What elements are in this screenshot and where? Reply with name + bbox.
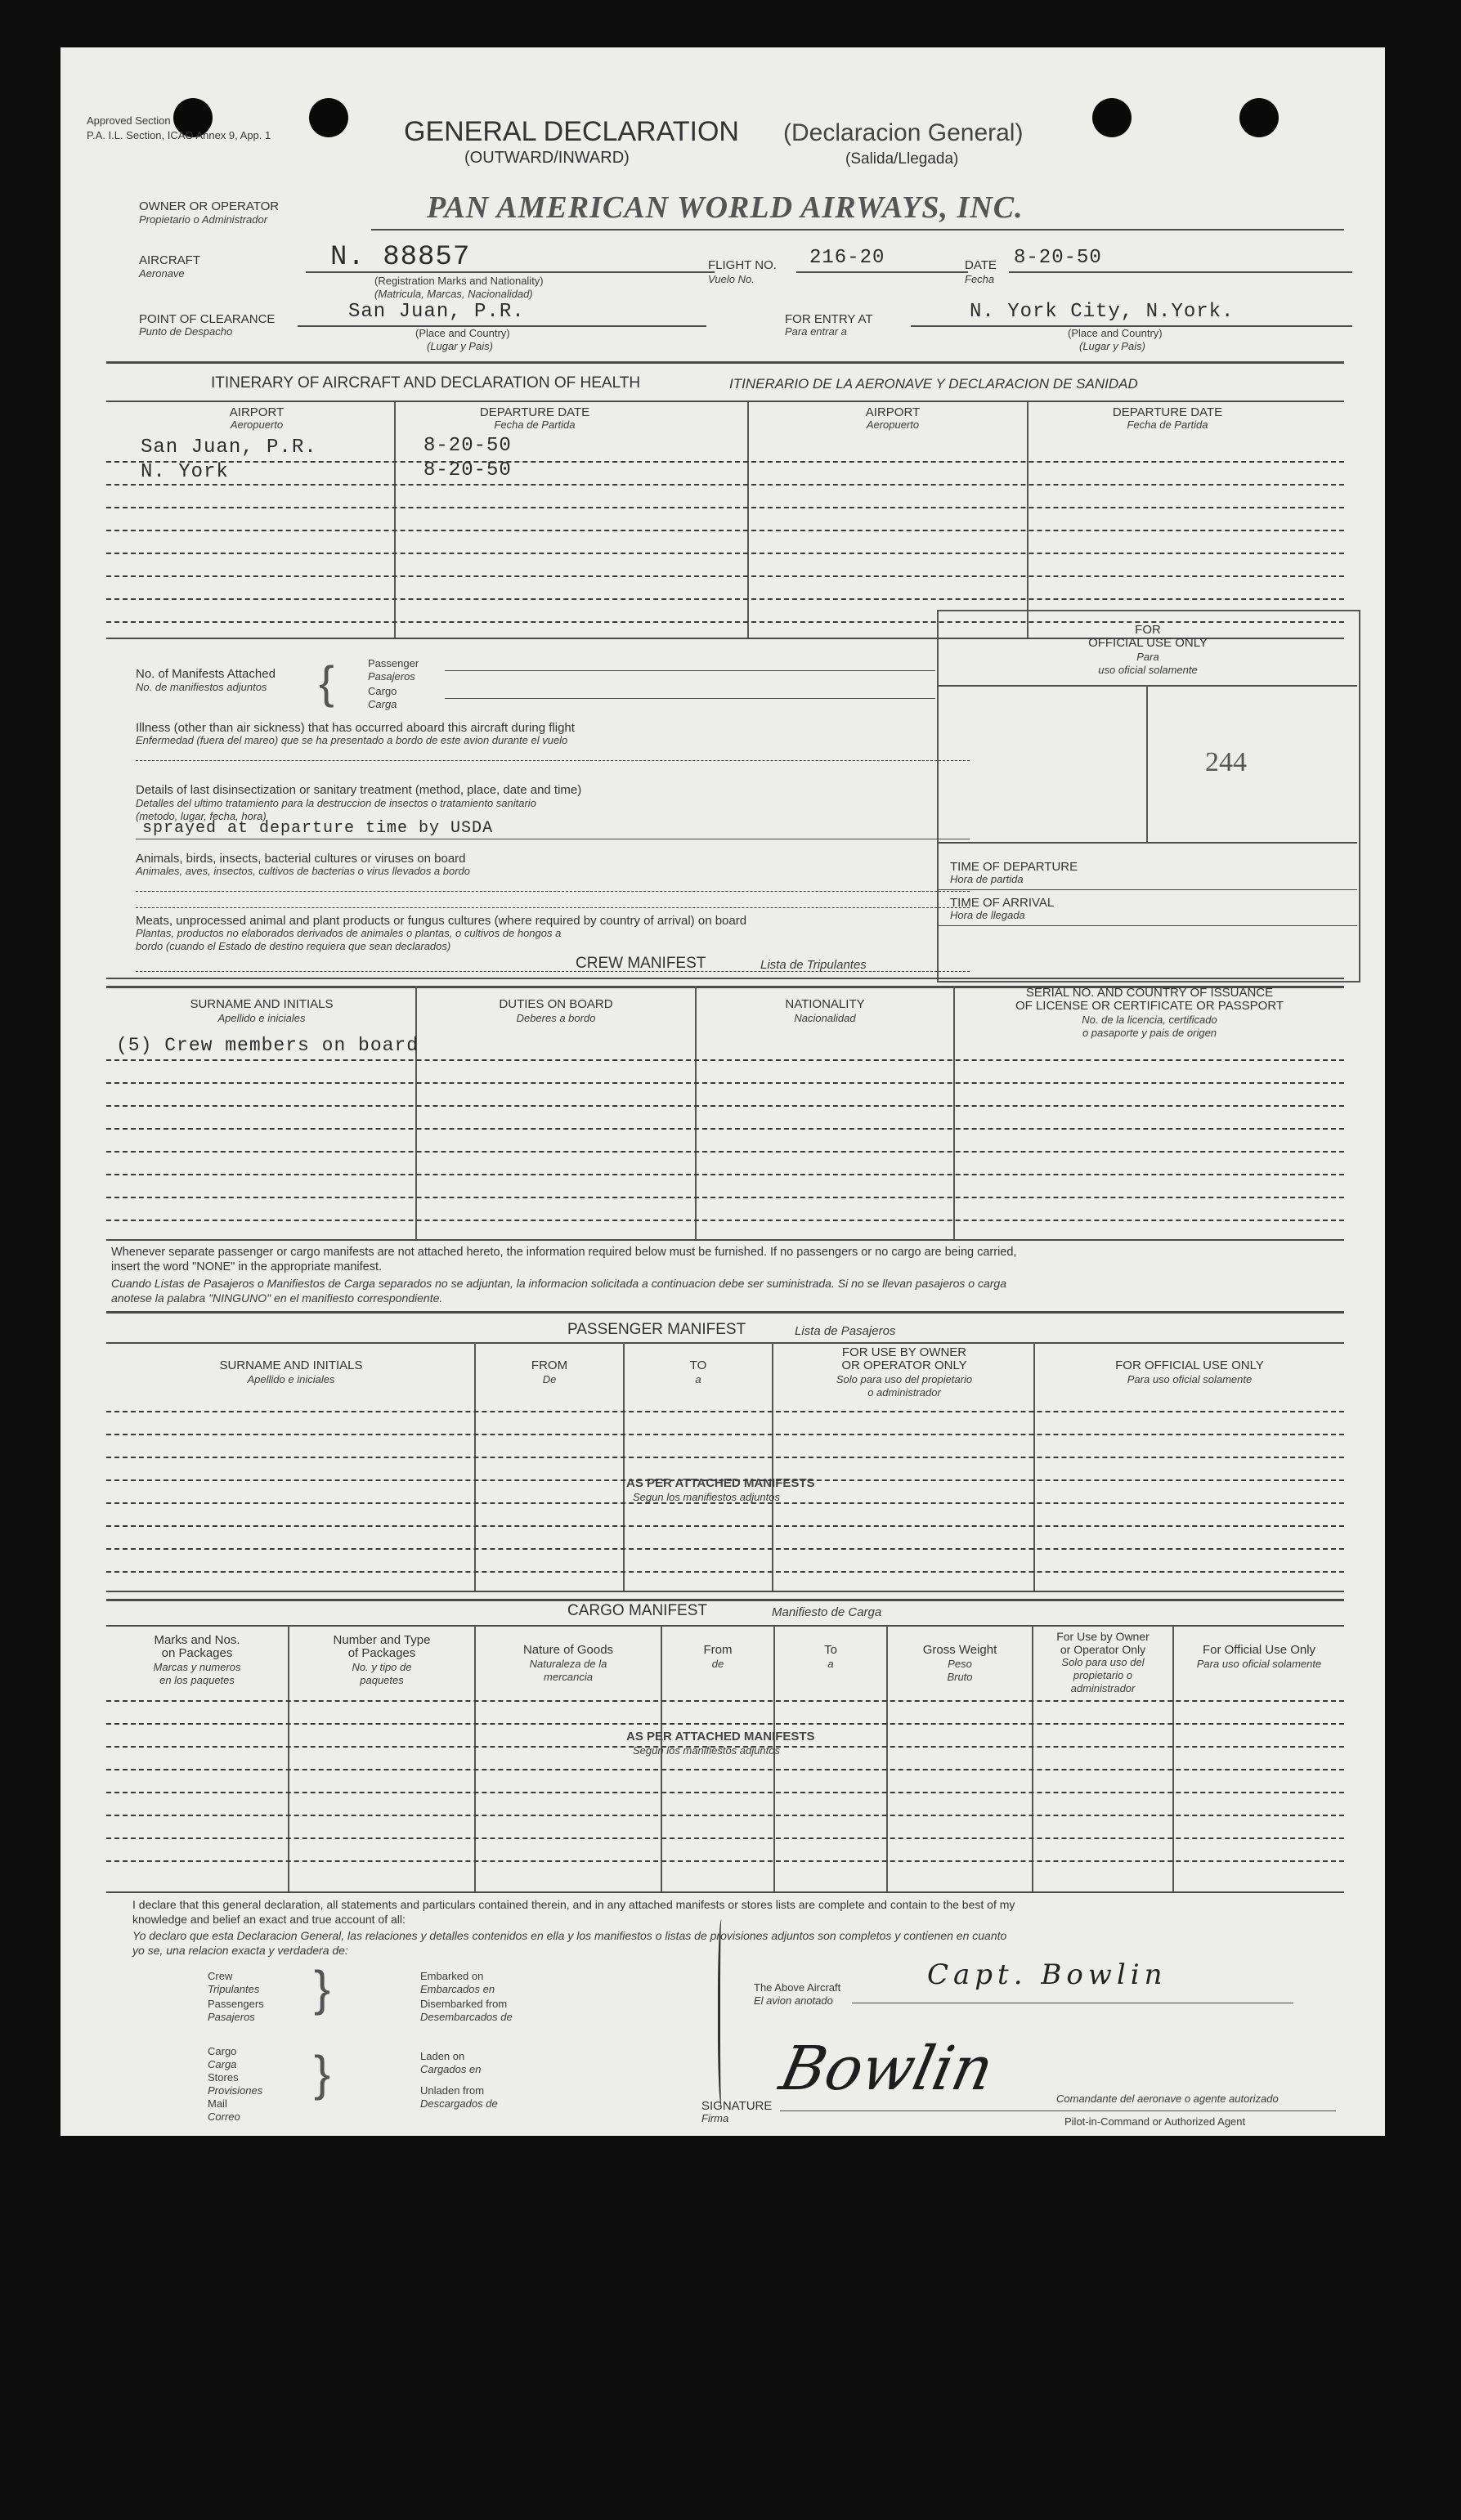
crew-divider bbox=[695, 986, 697, 1239]
decl-brace-2: } bbox=[314, 2046, 331, 2101]
cargo-col-number: Number and Type bbox=[333, 1633, 431, 1647]
passenger-stamp: AS PER ATTACHED MANIFESTS bbox=[626, 1476, 815, 1490]
crew-row-rule bbox=[106, 1128, 1344, 1130]
decl-mail-es: Correo bbox=[208, 2110, 240, 2123]
crew-col-nationality: NATIONALITY bbox=[785, 997, 865, 1011]
itinerary-row-rule bbox=[106, 553, 1344, 554]
cargo-row-rule bbox=[106, 1815, 1344, 1816]
owner-label-es: Propietario o Administrador bbox=[139, 213, 268, 226]
decl-brace-1: } bbox=[314, 1961, 331, 2016]
manifests-label-es: No. de manifiestos adjuntos bbox=[136, 681, 267, 693]
passengers-line bbox=[445, 670, 935, 671]
departure-time-label: TIME OF DEPARTURE bbox=[950, 860, 1078, 874]
passenger-title: PASSENGER MANIFEST bbox=[567, 1321, 746, 1338]
cargo-stamp-es: Segun los manifiestos adjuntos bbox=[633, 1744, 780, 1757]
animals-line bbox=[136, 891, 970, 892]
declaration-line-2: knowledge and belief an exact and true account of all: bbox=[132, 1913, 406, 1926]
cargo-row-rule bbox=[106, 1837, 1344, 1839]
crew-title: CREW MANIFEST bbox=[576, 955, 706, 972]
passenger-stamp-es: Segun los manifiestos adjuntos bbox=[633, 1491, 780, 1503]
cargo-col-number-es-2: paquetes bbox=[360, 1674, 404, 1686]
crew-row-rule bbox=[106, 1220, 1344, 1221]
flight-underline bbox=[796, 271, 968, 273]
official-box-title-2: OFFICIAL USE ONLY bbox=[1088, 636, 1208, 650]
decl-unladen: Unladen from bbox=[420, 2084, 485, 2097]
crew-col-serial-es: No. de la licencia, certificado bbox=[1082, 1014, 1217, 1026]
cargo-header-rule bbox=[106, 1625, 1344, 1627]
entry-label: FOR ENTRY AT bbox=[785, 312, 873, 326]
illness-label: Illness (other than air sickness) that has occurred aboard this aircraft during flight bbox=[136, 721, 575, 735]
itinerary-row-rule bbox=[106, 598, 1344, 600]
itinerary-col-airport-2-es: Aeropuerto bbox=[866, 419, 920, 431]
decl-stores: Stores bbox=[208, 2071, 239, 2084]
passenger-row-rule bbox=[106, 1434, 1344, 1435]
place-note-2-es: (Lugar y Pais) bbox=[1079, 340, 1145, 352]
official-box-rule bbox=[939, 842, 1357, 844]
passenger-col-official-es: Para uso oficial solamente bbox=[1127, 1373, 1253, 1385]
cargo-col-from: From bbox=[703, 1643, 733, 1657]
passengers-label-es: Pasajeros bbox=[368, 670, 415, 683]
passenger-row-rule bbox=[106, 1571, 1344, 1573]
owner-label: OWNER OR OPERATOR bbox=[139, 199, 280, 213]
passenger-divider bbox=[772, 1342, 773, 1592]
disinsect-label-es: Detalles del ultimo tratamiento para la destruccion de insectos o tratamiento sanitario bbox=[136, 797, 536, 809]
decl-disembarked-es: Desembarcados de bbox=[420, 2011, 513, 2023]
cargo-col-from-es: de bbox=[711, 1658, 724, 1670]
cargo-col-nature-es: Naturaleza de la bbox=[529, 1658, 607, 1670]
official-stamp-number: 244 bbox=[1205, 747, 1247, 777]
cargo-col-weight-es-2: Bruto bbox=[947, 1671, 973, 1683]
punch-hole bbox=[1239, 98, 1279, 137]
passenger-bottom-rule bbox=[106, 1591, 1344, 1592]
signature-bracket bbox=[718, 1919, 727, 2107]
passenger-divider bbox=[474, 1342, 476, 1592]
form-subtitle: (OUTWARD/INWARD) bbox=[464, 149, 630, 167]
cargo-col-nature: Nature of Goods bbox=[522, 1643, 614, 1657]
animals-line-2 bbox=[136, 907, 970, 908]
decl-loaded-es: Cargados en bbox=[420, 2063, 482, 2075]
decl-passengers: Passengers bbox=[208, 1998, 264, 2010]
flight-value: 216-20 bbox=[809, 247, 885, 269]
owner-value: PAN AMERICAN WORLD AIRWAYS, INC. bbox=[427, 190, 1024, 225]
notice-line-2: insert the word "NONE" in the appropriate manifest. bbox=[111, 1260, 383, 1273]
crew-col-serial-2: OF LICENSE OR CERTIFICATE OR PASSPORT bbox=[1015, 999, 1284, 1013]
cargo-line bbox=[445, 698, 935, 699]
above-aircraft-label: The Above Aircraft bbox=[754, 1981, 841, 1994]
decl-passengers-es: Pasajeros bbox=[208, 2011, 255, 2023]
declaration-line-4: yo se, una relacion exacta y verdadera de: bbox=[132, 1944, 348, 1957]
place-note-es: (Lugar y Pais) bbox=[427, 340, 493, 352]
illness-line bbox=[136, 760, 970, 761]
arrival-time-line bbox=[939, 925, 1357, 926]
crew-divider bbox=[415, 986, 417, 1239]
above-aircraft-value: Capt. Bowlin bbox=[927, 1958, 1167, 1991]
aircraft-label-es: Aeronave bbox=[139, 267, 185, 280]
cargo-col-marks-2: on Packages bbox=[161, 1646, 233, 1660]
cargo-label-es: Carga bbox=[368, 698, 397, 710]
decl-disembarked: Disembarked from bbox=[420, 1998, 508, 2010]
form-paper bbox=[61, 47, 1385, 2136]
crew-col-duties-es: Deberes a bordo bbox=[516, 1012, 596, 1024]
declaration-line-3: Yo declaro que esta Declaracion General, las relaciones y detalles contenidos en ella y los manifiestos o listas de provisiones adjuntos son completos y contienen en cuanto bbox=[132, 1929, 1007, 1942]
clearance-label-es: Punto de Despacho bbox=[139, 325, 233, 338]
passengers-label: Passenger bbox=[368, 657, 419, 669]
disinsect-label: Details of last disinsectization or sanitary treatment (method, place, date and time) bbox=[136, 783, 582, 797]
cargo-divider bbox=[886, 1625, 888, 1891]
itinerary-row-date: 8-20-50 bbox=[424, 435, 512, 457]
crew-row-rule bbox=[106, 1059, 1344, 1061]
disinsect-value: sprayed at departure time by USDA bbox=[142, 819, 494, 838]
date-label-es: Fecha bbox=[965, 273, 995, 285]
notice-line-3: Cuando Listas de Pasajeros o Manifiestos de Carga separados no se adjuntan, la informacion solicitada a continuacion debe ser suministrada. Si no se llevan pasajeros o carga bbox=[111, 1277, 1006, 1290]
itinerary-header-rule bbox=[106, 401, 1344, 402]
crew-row-rule bbox=[106, 1082, 1344, 1084]
itinerary-col-date: DEPARTURE DATE bbox=[479, 405, 590, 419]
registration-note-es: (Matricula, Marcas, Nacionalidad) bbox=[374, 288, 533, 300]
passenger-col-from: FROM bbox=[531, 1358, 568, 1372]
cargo-col-number-es: No. y tipo de bbox=[352, 1661, 412, 1673]
decl-embarked: Embarked on bbox=[420, 1970, 484, 1982]
meats-label-es-2: bordo (cuando el Estado de destino requiera que sean declarados) bbox=[136, 940, 451, 952]
itinerary-col-date-2: DEPARTURE DATE bbox=[1112, 405, 1223, 419]
signature-label-es: Firma bbox=[701, 2112, 729, 2124]
passenger-col-owner: FOR USE BY OWNER bbox=[841, 1345, 967, 1359]
cargo-col-weight-es: Peso bbox=[948, 1658, 972, 1670]
official-box-title-es-2: uso oficial solamente bbox=[1098, 664, 1198, 676]
crew-bottom-rule bbox=[106, 1239, 1344, 1241]
signature-label: SIGNATURE bbox=[701, 2099, 773, 2113]
decl-loaded: Laden on bbox=[420, 2050, 465, 2062]
passenger-top-rule bbox=[106, 1311, 1344, 1314]
crew-row-rule bbox=[106, 1105, 1344, 1107]
passenger-col-owner-es: Solo para uso del propietario bbox=[836, 1373, 973, 1385]
passenger-col-name: SURNAME AND INITIALS bbox=[219, 1358, 363, 1372]
cargo-col-owner-es-2: propietario o bbox=[1073, 1669, 1133, 1681]
manifests-label: No. of Manifests Attached bbox=[136, 667, 276, 681]
official-box-title: FOR bbox=[1135, 623, 1161, 637]
cargo-top-rule bbox=[106, 1599, 1344, 1601]
decl-unladen-es: Descargados de bbox=[420, 2097, 498, 2110]
departure-time-label-es: Hora de partida bbox=[950, 873, 1024, 885]
punch-hole bbox=[309, 98, 348, 137]
cargo-title-es: Manifiesto de Carga bbox=[772, 1605, 882, 1619]
form-title-es: (Declaracion General) bbox=[783, 119, 1024, 146]
itinerary-row-rule bbox=[106, 461, 1344, 463]
itinerary-row-rule bbox=[106, 530, 1344, 531]
decl-stores-es: Provisiones bbox=[208, 2084, 263, 2097]
place-note: (Place and Country) bbox=[415, 327, 510, 339]
passenger-col-to-es: a bbox=[695, 1373, 701, 1385]
cargo-col-official: For Official Use Only bbox=[1202, 1643, 1316, 1657]
itinerary-row-airport: San Juan, P.R. bbox=[141, 436, 317, 459]
entry-label-es: Para entrar a bbox=[785, 325, 847, 338]
decl-embarked-es: Embarcados en bbox=[420, 1983, 495, 1995]
passenger-divider bbox=[623, 1342, 625, 1592]
cargo-col-marks: Marks and Nos. bbox=[154, 1633, 240, 1647]
cargo-label: Cargo bbox=[368, 685, 397, 697]
cargo-row-rule bbox=[106, 1860, 1344, 1862]
meats-label: Meats, unprocessed animal and plant products or fungus cultures (where required by country of arrival) on board bbox=[136, 914, 747, 928]
cargo-col-to: To bbox=[824, 1643, 837, 1657]
arrival-time-label: TIME OF ARRIVAL bbox=[950, 896, 1055, 910]
declaration-line-1: I declare that this general declaration, all statements and particulars contained therein, and in any attached manifests or stores lists are complete and contain to the best of my bbox=[132, 1898, 1015, 1911]
aircraft-value: N. 88857 bbox=[330, 242, 471, 273]
crew-title-es: Lista de Tripulantes bbox=[760, 958, 867, 972]
cargo-stamp: AS PER ATTACHED MANIFESTS bbox=[626, 1730, 815, 1743]
passenger-row-rule bbox=[106, 1457, 1344, 1458]
cargo-divider bbox=[773, 1625, 775, 1891]
cargo-divider bbox=[1032, 1625, 1033, 1891]
itinerary-row-date: 8-20-50 bbox=[424, 459, 512, 481]
itinerary-col-airport-2: AIRPORT bbox=[865, 405, 921, 419]
passenger-col-to: TO bbox=[689, 1358, 707, 1372]
passenger-col-owner-2: OR OPERATOR ONLY bbox=[841, 1358, 967, 1372]
itinerary-divider bbox=[394, 402, 396, 638]
itinerary-title: ITINERARY OF AIRCRAFT AND DECLARATION OF HEALTH bbox=[211, 374, 641, 392]
passenger-col-name-es: Apellido e iniciales bbox=[247, 1373, 335, 1385]
official-box-title-es: Para bbox=[1136, 651, 1159, 663]
passenger-divider bbox=[1033, 1342, 1035, 1592]
cargo-row-rule bbox=[106, 1769, 1344, 1770]
crew-row-rule bbox=[106, 1174, 1344, 1175]
date-label: DATE bbox=[965, 258, 997, 272]
flight-label-es: Vuelo No. bbox=[708, 273, 755, 285]
crew-row-rule bbox=[106, 1151, 1344, 1153]
punch-hole bbox=[1092, 98, 1132, 137]
crew-row-rule bbox=[106, 1197, 1344, 1198]
aircraft-underline bbox=[306, 271, 715, 273]
clearance-value: San Juan, P.R. bbox=[348, 301, 525, 323]
animals-label: Animals, birds, insects, bacterial cultures or viruses on board bbox=[136, 852, 466, 866]
cargo-col-weight: Gross Weight bbox=[922, 1643, 997, 1657]
approval-note: Approved Section bbox=[87, 114, 171, 127]
cargo-title: CARGO MANIFEST bbox=[567, 1602, 708, 1619]
animals-label-es: Animales, aves, insectos, cultivos de bacterias o virus llevados a bordo bbox=[136, 865, 470, 877]
passenger-col-official: FOR OFFICIAL USE ONLY bbox=[1115, 1358, 1264, 1372]
date-underline bbox=[1009, 271, 1352, 273]
approval-note-2: P.A. I.L. Section, ICAO Annex 9, App. 1 bbox=[87, 129, 271, 141]
cargo-col-number-2: of Packages bbox=[347, 1646, 416, 1660]
crew-col-name: SURNAME AND INITIALS bbox=[190, 997, 334, 1011]
departure-time-line bbox=[939, 889, 1357, 890]
cargo-col-to-es: a bbox=[827, 1658, 834, 1670]
crew-col-name-es: Apellido e iniciales bbox=[217, 1012, 306, 1024]
crew-col-serial-es-2: o pasaporte y pais de origen bbox=[1082, 1027, 1217, 1039]
crew-entry: (5) Crew members on board bbox=[116, 1035, 419, 1056]
above-aircraft-label-es: El avion anotado bbox=[754, 1994, 833, 2007]
clearance-label: POINT OF CLEARANCE bbox=[139, 312, 276, 326]
signature-value: Bowlin bbox=[773, 2034, 1000, 2104]
cargo-col-official-es: Para uso oficial solamente bbox=[1196, 1658, 1322, 1670]
cargo-row-rule bbox=[106, 1700, 1344, 1702]
passenger-title-es: Lista de Pasajeros bbox=[795, 1324, 896, 1338]
registration-note: (Registration Marks and Nationality) bbox=[374, 275, 544, 287]
crew-col-duties: DUTIES ON BOARD bbox=[499, 997, 613, 1011]
form-title: GENERAL DECLARATION bbox=[404, 116, 739, 147]
itinerary-row-rule bbox=[106, 575, 1344, 577]
date-value: 8-20-50 bbox=[1014, 247, 1102, 269]
passenger-row-rule bbox=[106, 1548, 1344, 1550]
itinerary-row-rule bbox=[106, 507, 1344, 508]
crew-header-rule bbox=[106, 978, 1344, 979]
cargo-divider bbox=[288, 1625, 289, 1891]
decl-cargo: Cargo bbox=[208, 2045, 237, 2057]
passenger-row-rule bbox=[106, 1525, 1344, 1527]
passenger-row-rule bbox=[106, 1411, 1344, 1412]
cargo-row-rule bbox=[106, 1792, 1344, 1793]
cargo-col-nature-es-2: mercancia bbox=[544, 1671, 593, 1683]
cargo-col-owner-es-3: administrador bbox=[1070, 1682, 1136, 1694]
cargo-divider bbox=[661, 1625, 662, 1891]
official-box-rule bbox=[939, 685, 1357, 687]
passenger-col-owner-es-2: o administrador bbox=[867, 1386, 941, 1399]
entry-value: N. York City, N.York. bbox=[970, 301, 1235, 323]
itinerary-row-rule bbox=[106, 484, 1344, 486]
decl-mail: Mail bbox=[208, 2097, 227, 2110]
itinerary-row-airport: N. York bbox=[141, 461, 229, 483]
aircraft-label: AIRCRAFT bbox=[139, 253, 200, 267]
decl-crew-es: Tripulantes bbox=[208, 1983, 260, 1995]
cargo-bottom-rule bbox=[106, 1891, 1344, 1893]
cargo-col-owner: For Use by Owner bbox=[1056, 1630, 1150, 1643]
cargo-col-marks-es: Marcas y numeros bbox=[153, 1661, 241, 1673]
notice-line-1: Whenever separate passenger or cargo manifests are not attached hereto, the information required below must be furnished. If no passengers or no cargo are being carried, bbox=[111, 1246, 1017, 1259]
arrival-time-label-es: Hora de llegada bbox=[950, 909, 1025, 921]
notice-line-4: anotese la palabra "NINGUNO" en el manifiesto correspondiente. bbox=[111, 1291, 443, 1305]
commander-label: Pilot-in-Command or Authorized Agent bbox=[1064, 2115, 1246, 2128]
itinerary-col-date-es: Fecha de Partida bbox=[494, 419, 576, 431]
crew-col-nationality-es: Nacionalidad bbox=[794, 1012, 856, 1024]
signature-line bbox=[780, 2110, 1336, 2111]
cargo-divider bbox=[474, 1625, 476, 1891]
decl-cargo-es: Carga bbox=[208, 2058, 237, 2070]
itinerary-divider bbox=[747, 402, 749, 638]
owner-underline bbox=[371, 229, 1344, 231]
crew-col-serial: SERIAL NO. AND COUNTRY OF ISSUANCE bbox=[1025, 986, 1274, 1000]
cargo-row-rule bbox=[106, 1723, 1344, 1725]
itinerary-col-date-2-es: Fecha de Partida bbox=[1127, 419, 1208, 431]
cargo-divider bbox=[1172, 1625, 1174, 1891]
official-box-divider bbox=[1146, 685, 1148, 842]
decl-crew: Crew bbox=[208, 1970, 233, 1982]
itinerary-divider bbox=[1027, 402, 1029, 638]
cargo-col-owner-2: or Operator Only bbox=[1060, 1643, 1146, 1656]
cargo-col-marks-es-2: en los paquetes bbox=[159, 1674, 235, 1686]
flight-label: FLIGHT NO. bbox=[708, 258, 777, 272]
commander-label-es: Comandante del aeronave o agente autorizado bbox=[1056, 2093, 1279, 2105]
manifests-brace: { bbox=[319, 656, 334, 708]
itinerary-col-airport: AIRPORT bbox=[229, 405, 285, 419]
passenger-col-from-es: De bbox=[542, 1373, 557, 1385]
crew-divider bbox=[953, 986, 955, 1239]
itinerary-col-airport-es: Aeropuerto bbox=[230, 419, 284, 431]
passenger-header-rule bbox=[106, 1342, 1344, 1344]
itinerary-top-rule bbox=[106, 361, 1344, 364]
cargo-col-owner-es: Solo para uso del bbox=[1061, 1656, 1145, 1668]
disinsect-label-es-2: (metodo, lugar, fecha, hora) bbox=[136, 810, 267, 822]
illness-label-es: Enfermedad (fuera del mareo) que se ha presentado a bordo de este avion durante el vuelo bbox=[136, 734, 568, 746]
itinerary-title-es: ITINERARIO DE LA AERONAVE Y DECLARACION DE SANIDAD bbox=[729, 376, 1138, 392]
meats-label-es: Plantas, productos no elaborados derivados de animales o plantas, o cultivos de hongos a bbox=[136, 927, 562, 939]
place-note-2: (Place and Country) bbox=[1068, 327, 1163, 339]
form-subtitle-es: (Salida/Llegada) bbox=[845, 150, 959, 168]
